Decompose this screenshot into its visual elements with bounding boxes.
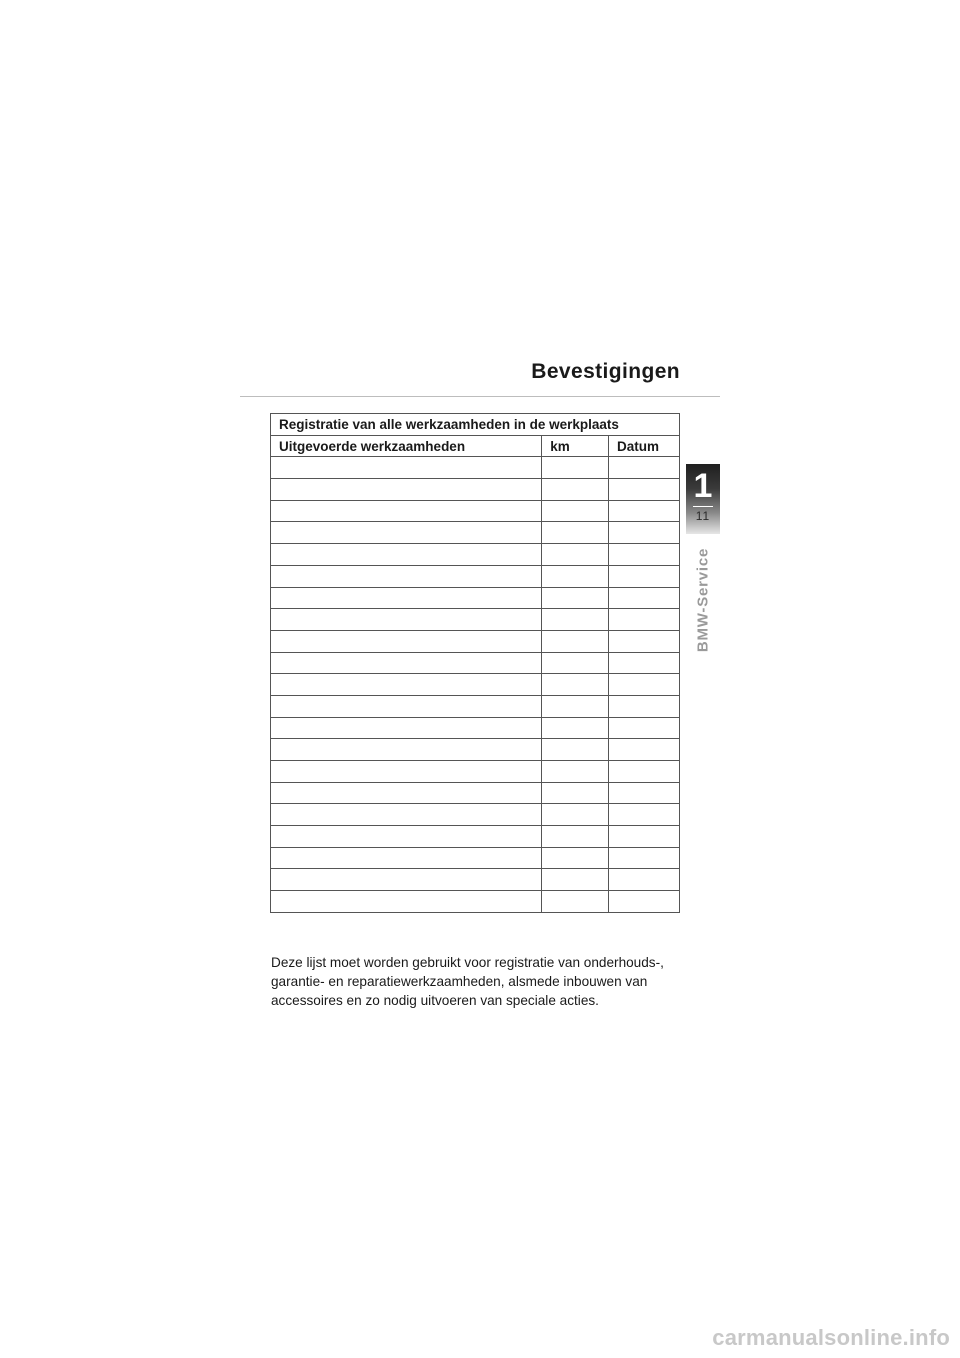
table-cell [609, 609, 680, 631]
table-row [271, 479, 680, 501]
table-cell [609, 891, 680, 913]
table-cell [271, 457, 542, 479]
table-cell [609, 761, 680, 783]
table-row [271, 847, 680, 869]
chapter-number: 1 [693, 467, 713, 505]
table-row [271, 587, 680, 609]
table-row [271, 695, 680, 717]
table-cell [271, 630, 542, 652]
table-cell [542, 500, 609, 522]
table-cell [271, 717, 542, 739]
table-cell [271, 739, 542, 761]
page-number: 11 [695, 509, 711, 523]
table-cell [609, 479, 680, 501]
table-row [271, 782, 680, 804]
page-title: Bevestigingen [531, 360, 680, 383]
table-cell [542, 630, 609, 652]
table-row [271, 761, 680, 783]
table-cell [542, 782, 609, 804]
table-row [271, 565, 680, 587]
table-row [271, 630, 680, 652]
table-cell [542, 544, 609, 566]
table-row [271, 891, 680, 913]
table-cell [609, 739, 680, 761]
table-header-row [271, 435, 680, 457]
table-cell [271, 847, 542, 869]
table-row [271, 652, 680, 674]
table-cell [542, 739, 609, 761]
table-cell [542, 695, 609, 717]
title-rule [240, 396, 720, 397]
table-cell [542, 587, 609, 609]
table-cell [542, 761, 609, 783]
table-cell [542, 891, 609, 913]
table-cell [271, 804, 542, 826]
table-row [271, 826, 680, 848]
table-row [271, 609, 680, 631]
note-line: Deze lijst moet worden gebruikt voor registratie van onderhouds-, [271, 955, 664, 970]
table-caption-row [271, 414, 680, 436]
table-cell [271, 652, 542, 674]
table-body [271, 457, 680, 912]
table-cell [609, 522, 680, 544]
table-cell [609, 652, 680, 674]
column-header-work: Uitgevoerde werkzaamheden [271, 435, 542, 457]
table-row [271, 674, 680, 696]
table-cell [609, 804, 680, 826]
table-row [271, 869, 680, 891]
table-cell [609, 500, 680, 522]
table-cell [609, 847, 680, 869]
table-cell [542, 565, 609, 587]
table-cell [542, 674, 609, 696]
table-cell [271, 695, 542, 717]
table-cell [609, 674, 680, 696]
section-side-label: BMW-Service [694, 547, 712, 653]
table-cell [271, 782, 542, 804]
column-header-km: km [542, 435, 609, 457]
column-header-date: Datum [609, 435, 680, 457]
table-cell [271, 479, 542, 501]
table-cell [609, 544, 680, 566]
table-cell [542, 609, 609, 631]
table-cell [271, 522, 542, 544]
table-cell [542, 826, 609, 848]
table-row [271, 804, 680, 826]
table-cell [542, 457, 609, 479]
table-cell [542, 869, 609, 891]
table-cell [271, 869, 542, 891]
watermark-text: carmanualsonline.info [712, 1325, 950, 1350]
table-row [271, 717, 680, 739]
table-cell [271, 826, 542, 848]
table-cell [271, 674, 542, 696]
table-cell [609, 869, 680, 891]
table-cell [609, 782, 680, 804]
workshop-log-table [270, 413, 680, 913]
table-cell [271, 500, 542, 522]
table-cell [271, 609, 542, 631]
table-row [271, 739, 680, 761]
table-cell [609, 565, 680, 587]
table-cell [542, 847, 609, 869]
table-row [271, 457, 680, 479]
table-cell [609, 826, 680, 848]
table-cell [609, 717, 680, 739]
table-row [271, 500, 680, 522]
table-cell [542, 479, 609, 501]
table-cell [609, 457, 680, 479]
table-cell [271, 565, 542, 587]
chapter-tab-rule [693, 506, 713, 507]
table-cell [271, 761, 542, 783]
table-cell [609, 695, 680, 717]
table-cell [542, 652, 609, 674]
table-cell [542, 804, 609, 826]
table-cell [609, 630, 680, 652]
table-cell [271, 544, 542, 566]
table-cell [542, 717, 609, 739]
usage-note [271, 953, 691, 1010]
table-caption: Registratie van alle werkzaamheden in de werkplaats [271, 414, 680, 436]
table-cell [609, 587, 680, 609]
note-line: accessoires en zo nodig uitvoeren van speciale acties. [271, 993, 599, 1008]
table-cell [542, 522, 609, 544]
table-row [271, 544, 680, 566]
table-cell [271, 587, 542, 609]
chapter-tab [686, 464, 720, 534]
note-line: garantie- en reparatiewerkzaamheden, alsmede inbouwen van [271, 974, 648, 989]
table-cell [271, 891, 542, 913]
table-row [271, 522, 680, 544]
